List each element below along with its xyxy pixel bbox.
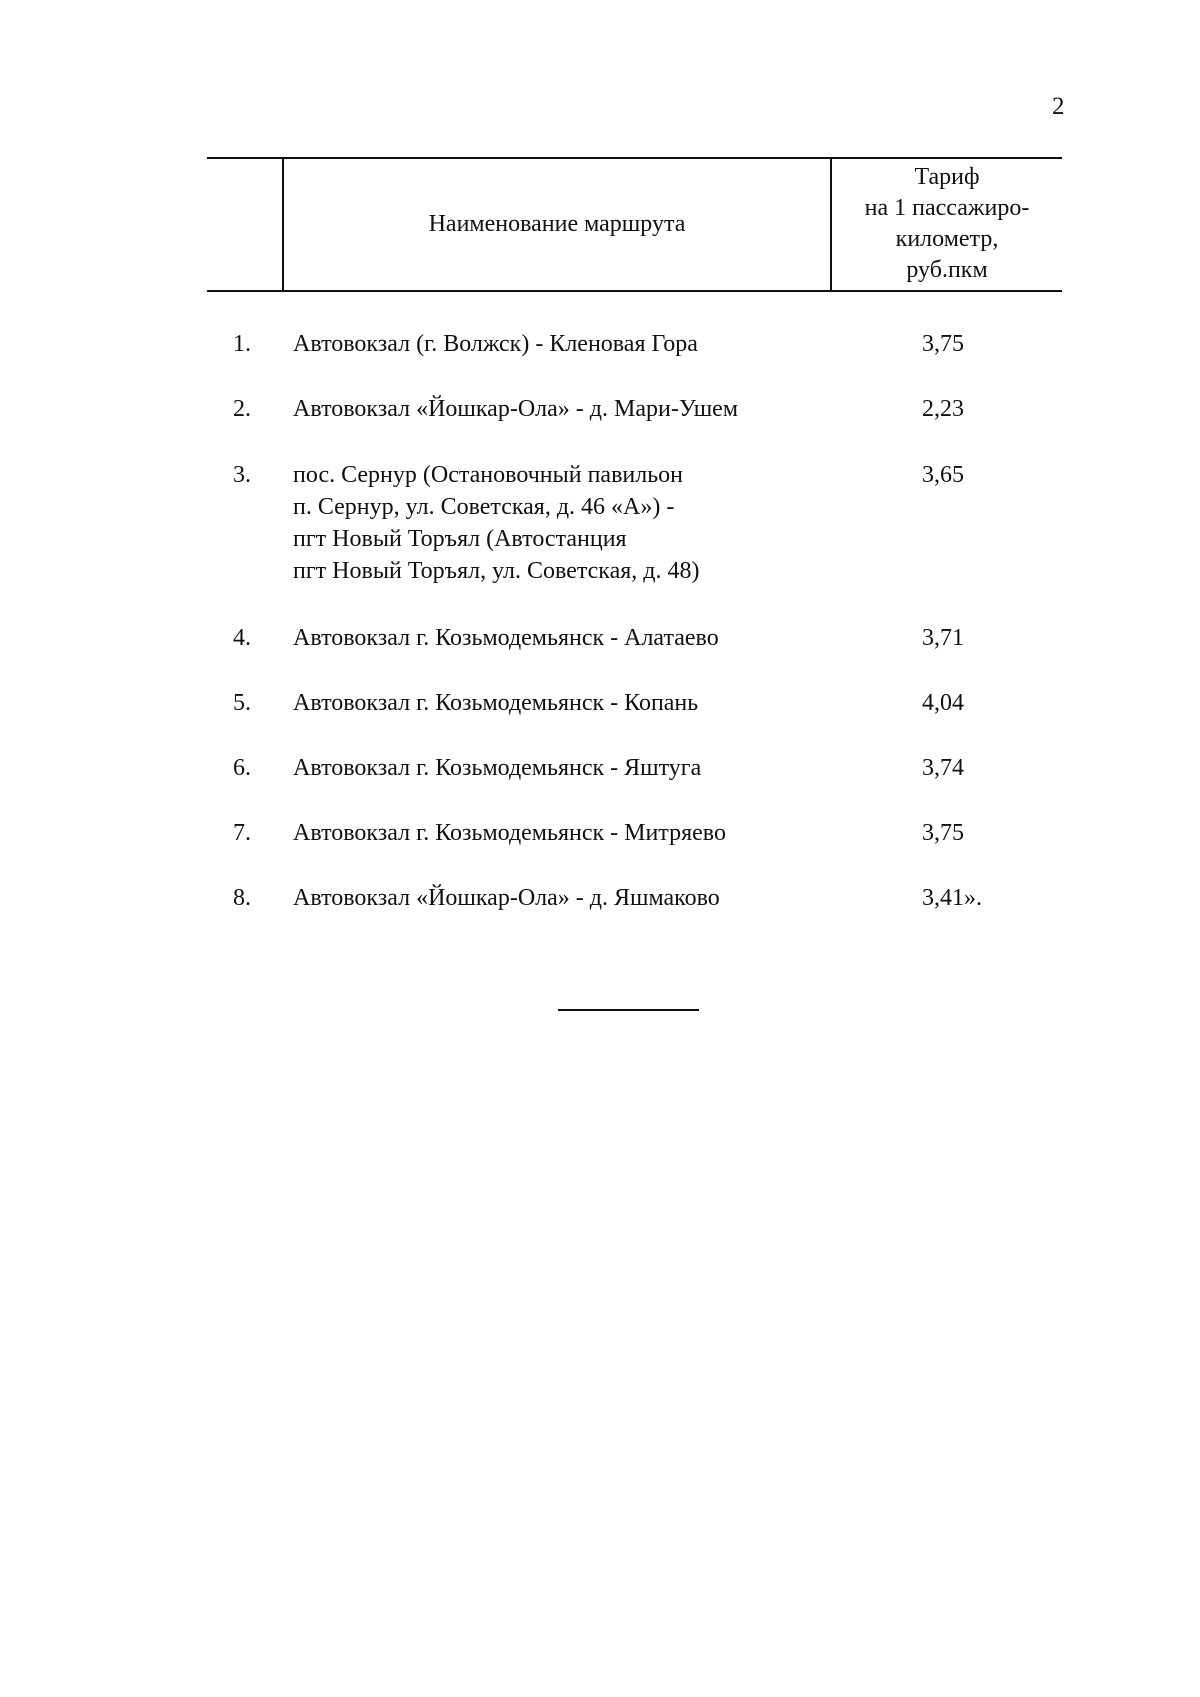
row-number: 1. <box>233 331 251 357</box>
header-tariff-line: на 1 пассажиро- <box>864 194 1030 221</box>
tariff-value: 3,75 <box>922 820 964 846</box>
route-name-line: пгт Новый Торъял (Автостанция <box>293 526 627 552</box>
route-name <box>293 687 833 719</box>
header-tariff-line: километр, <box>895 225 999 252</box>
row-number: 7. <box>233 820 251 846</box>
route-name-line: Автовокзал г. Козьмодемьянск - Яштуга <box>293 755 702 781</box>
route-name <box>293 622 833 654</box>
tariff-value: 3,75 <box>922 331 964 357</box>
route-name-line: пос. Сернур (Остановочный павильон <box>293 462 684 488</box>
route-name <box>293 459 833 587</box>
route-name-line: Автовокзал г. Козьмодемьянск - Алатаево <box>293 625 719 651</box>
tariff-value: 3,71 <box>922 625 964 651</box>
route-name-line: Автовокзал (г. Волжск) - Кленовая Гора <box>293 331 698 357</box>
route-name-line: п. Сернур, ул. Советская, д. 46 «А») - <box>293 494 675 520</box>
tariff-value: 2,23 <box>922 396 964 422</box>
route-name-line: Автовокзал г. Козьмодемьянск - Митряево <box>293 820 726 846</box>
route-name <box>293 752 833 784</box>
route-name <box>293 393 833 425</box>
tariff-value: 3,74 <box>922 755 964 781</box>
route-name-line: Автовокзал «Йошкар-Ола» - д. Мари-Ушем <box>293 396 739 422</box>
row-number: 6. <box>233 755 251 781</box>
header-tariff <box>832 156 1062 291</box>
end-separator-line <box>558 1009 699 1011</box>
header-route-name <box>284 158 830 291</box>
row-number: 4. <box>233 625 251 651</box>
row-number: 2. <box>233 396 251 422</box>
row-number: 3. <box>233 462 251 488</box>
route-name <box>293 882 833 914</box>
route-name <box>293 328 833 360</box>
route-name <box>293 817 833 849</box>
row-number: 8. <box>233 885 251 911</box>
tariff-value: 3,41». <box>922 885 982 911</box>
tariff-value: 4,04 <box>922 690 964 716</box>
tariff-value: 3,65 <box>922 462 964 488</box>
header-tariff-line: Тариф <box>914 163 980 190</box>
route-name-line: Автовокзал г. Козьмодемьянск - Копань <box>293 690 699 716</box>
route-name-line: пгт Новый Торъял, ул. Советская, д. 48) <box>293 558 700 584</box>
page-number: 2 <box>1052 93 1065 120</box>
route-name-line: Автовокзал «Йошкар-Ола» - д. Яшмаково <box>293 885 720 911</box>
row-number: 5. <box>233 690 251 716</box>
header-tariff-line: руб.пкм <box>906 256 988 283</box>
header-route-name-label: Наименование маршрута <box>428 211 686 237</box>
